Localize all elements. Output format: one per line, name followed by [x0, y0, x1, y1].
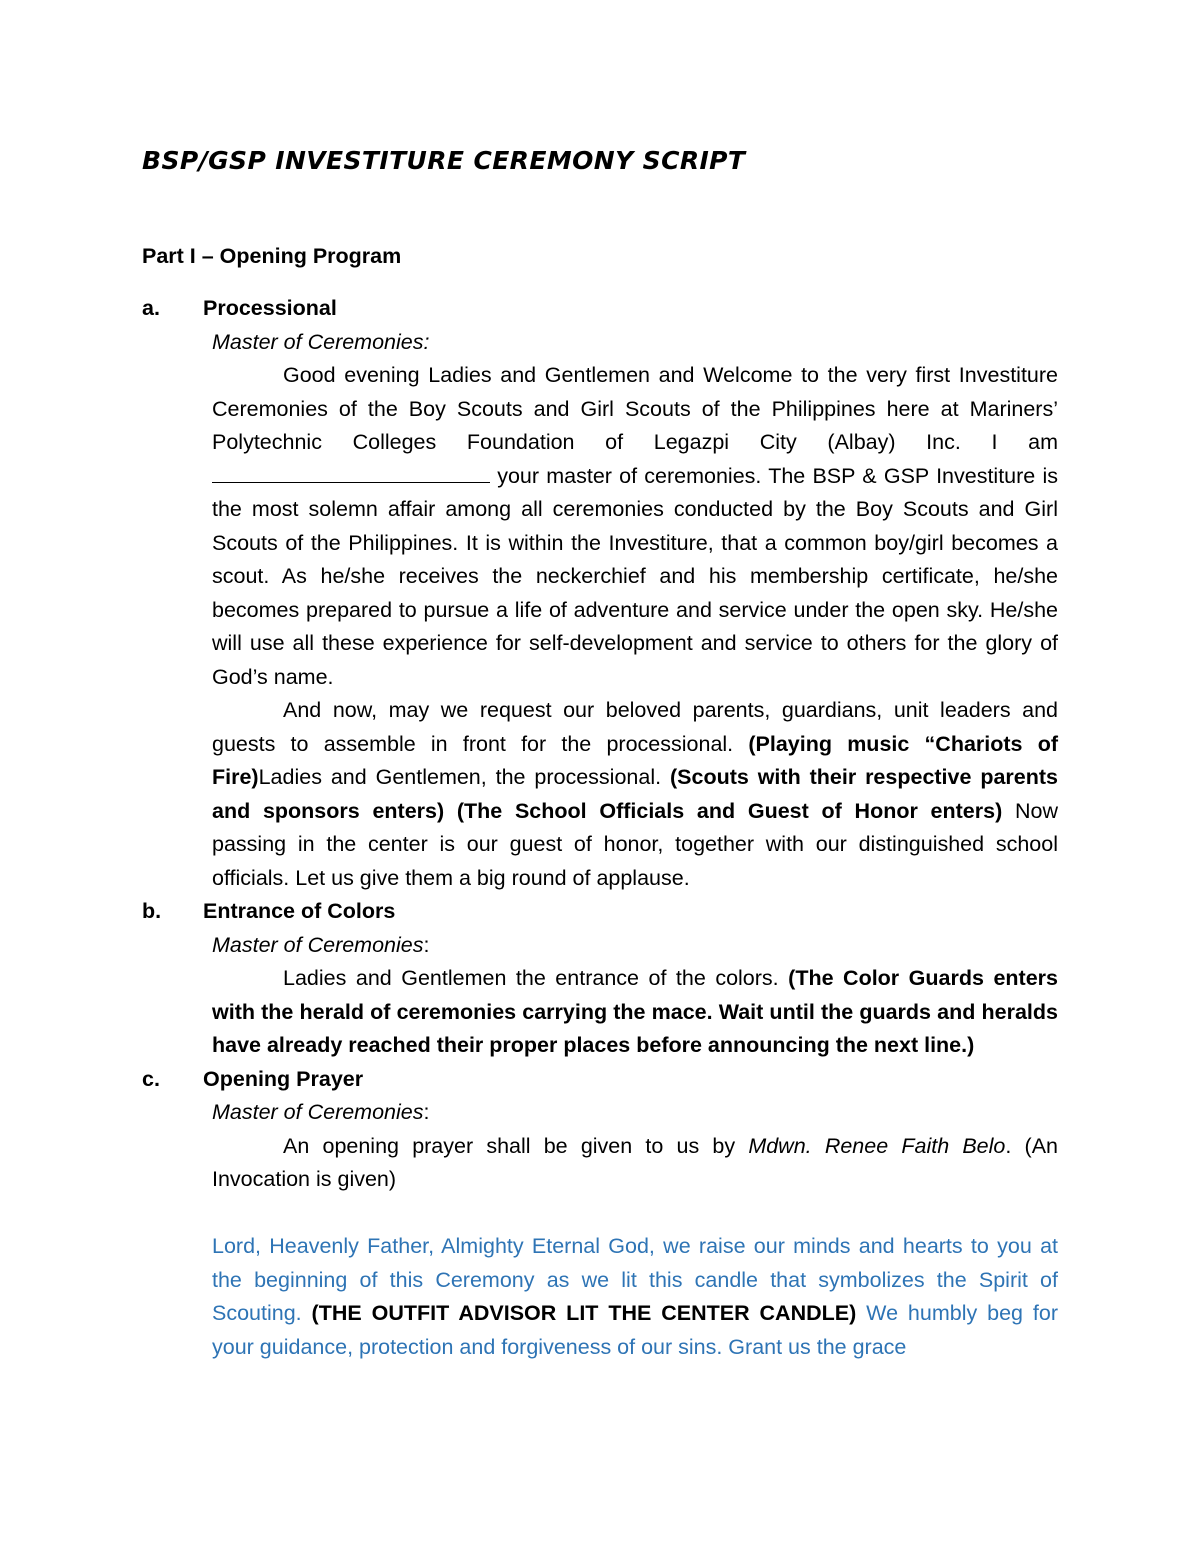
text-run: An opening prayer shall be given to us by: [283, 1133, 749, 1158]
text-run: . (An Invocation is given): [212, 1133, 1059, 1191]
mc-label: [212, 929, 1058, 963]
text-run: Ladies and Gentlemen the entrance of the colors.: [283, 966, 789, 990]
text-run: Now passing in the center is our guest of honor, together with our distinguished school officials. Let us give them a big round of applause.: [212, 798, 1059, 890]
section-heading: [142, 895, 1058, 929]
document-title: BSP/GSP INVESTITURE CEREMONY SCRIPT: [142, 146, 746, 175]
prayer-paragraph: [212, 1230, 1058, 1364]
section-letter: a.: [142, 296, 160, 320]
mc-colon: :: [423, 932, 430, 957]
section-letter: c.: [142, 1066, 160, 1091]
section-opening-prayer: [142, 1063, 1058, 1365]
spacer: [212, 1197, 1058, 1231]
section-block: [212, 929, 1058, 1063]
prayer-leader-name: Mdwn. Renee Faith Belo: [748, 1133, 1006, 1158]
section-title: Processional: [203, 296, 337, 320]
mc-label-text: Master of Ceremonies: [212, 1100, 424, 1124]
part-heading: Part I – Opening Program: [142, 244, 402, 268]
paragraph: [212, 1130, 1058, 1197]
name-blank-line: [212, 460, 490, 483]
text-run: your master of ceremonies. The BSP & GSP Investiture is the most solemn affair among all ceremonies conducted by the Boy Scouts and Girl Scouts of the Philippines. It is within the Investiture, that a common boy/girl becomes a scout. As he/she receives the neckerchief and his membership certificate, he/she becomes prepared to pursue a life of adventure and service under the open sky. He/she will use all these experience for self-development and service to others for the glory of God’s name.: [212, 463, 1058, 689]
section-block: [212, 326, 1058, 896]
mc-colon: :: [423, 1100, 430, 1124]
section-heading: [142, 292, 1058, 326]
section-processional: [142, 292, 1058, 895]
paragraph: [212, 694, 1058, 895]
paragraph: [212, 359, 1058, 694]
stage-direction: (Playing music “Chariots of Fire): [212, 731, 1058, 789]
section-entrance-of-colors: [142, 895, 1058, 1063]
text-run: And now, may we request our beloved parents, guardians, unit leaders and guests to assemble in front for the processional.: [212, 698, 1058, 756]
section-title: Entrance of Colors: [203, 899, 396, 923]
text-run: Lord, Heavenly Father, Almighty Eternal God, we raise our minds and hearts to you at the beginning of this Ceremony as we lit this candle that symbolizes the Spirit of Scouting.: [212, 1234, 1058, 1325]
stage-direction: (The Color Guards enters with the herald of ceremonies carrying the mace. Wait until the guards and heralds have already reached their proper places before announcing the next line.): [212, 966, 1058, 1057]
paragraph: [212, 962, 1058, 1063]
text-run: Good evening Ladies and Gentlemen and Welcome to the very first Investiture Ceremonies of the Boy Scouts and Girl Scouts of the Philippines here at Mariners’ Polytechnic Colleges Foundation of Legazpi City (Albay) Inc. I am: [212, 363, 1058, 454]
section-heading: [142, 1063, 1058, 1097]
section-letter: b.: [142, 899, 162, 923]
mc-label-text: Master of Ceremonies: [212, 932, 424, 957]
mc-label: Master of Ceremonies:: [212, 329, 430, 354]
text-run: Ladies and Gentlemen, the processional.: [258, 765, 670, 789]
mc-label: [212, 1096, 1058, 1130]
stage-direction: (Scouts with their respective parents and sponsors enters) (The School Officials and Guest of Honor enters): [212, 765, 1058, 823]
text-run: We humbly beg for your guidance, protection and forgiveness of our sins. Grant us the grace: [212, 1301, 1058, 1359]
document-body: [142, 292, 1058, 1364]
stage-direction: (THE OUTFIT ADVISOR LIT THE CENTER CANDLE): [311, 1301, 857, 1325]
section-block: [212, 1096, 1058, 1364]
section-title: Opening Prayer: [203, 1066, 364, 1091]
